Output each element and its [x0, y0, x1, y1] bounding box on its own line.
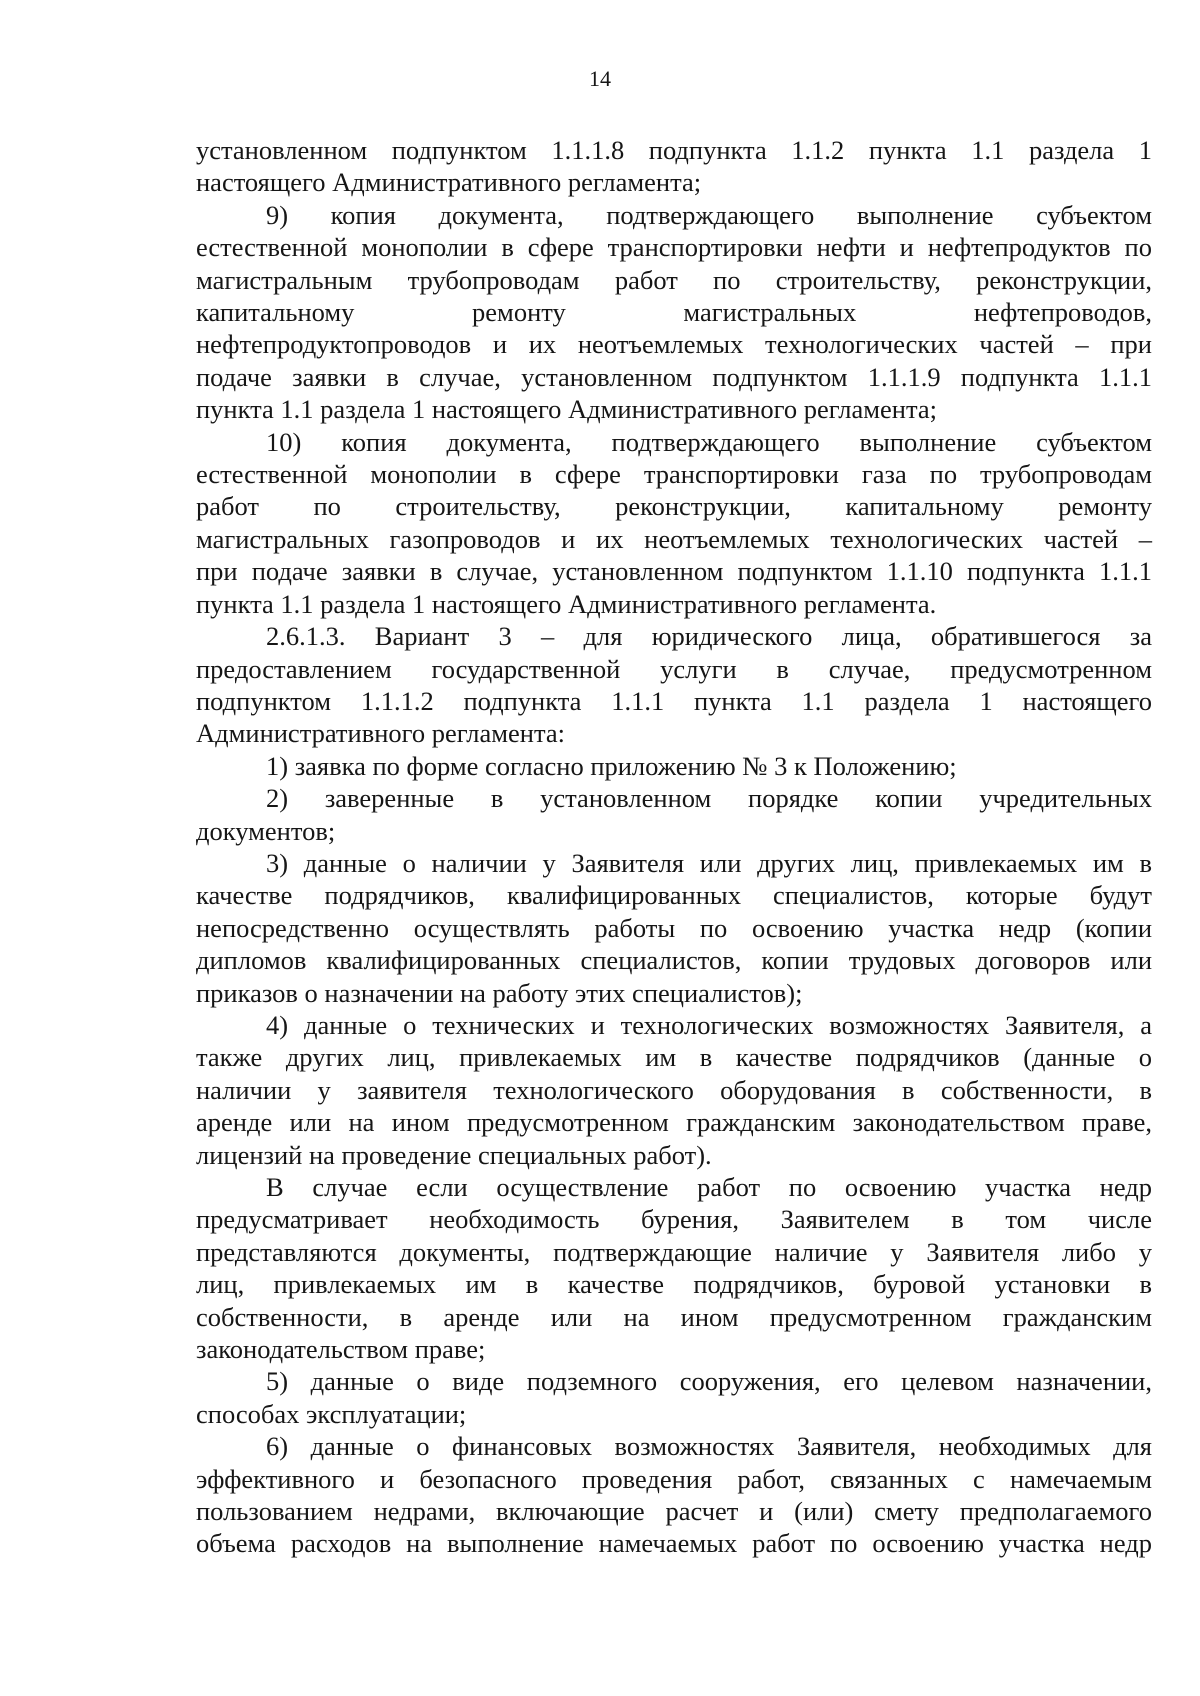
paragraph-7-line-2: качестве подрядчиков, квалифицированных специалистов, которые будут: [196, 880, 1152, 911]
paragraph-9-line-6: законодательством праве;: [196, 1334, 486, 1365]
paragraph-5-line-1: 1) заявка по форме согласно приложению № 3 к Положению;: [266, 750, 957, 781]
paragraph-6-line-2: документов;: [196, 815, 336, 846]
paragraph-6-line-1: 2) заверенные в установленном порядке копии учредительных: [266, 783, 1152, 814]
paragraph-4-line-1: 2.6.1.3. Вариант 3 – для юридического лица, обратившегося за: [266, 621, 1152, 652]
paragraph-2-line-4: капитальному ремонту магистральных нефтепроводов,: [196, 297, 1152, 328]
paragraph-11-line-4: объема расходов на выполнение намечаемых работ по освоению участка недр: [196, 1528, 1152, 1559]
paragraph-11-line-3: пользованием недрами, включающие расчет и (или) смету предполагаемого: [196, 1496, 1152, 1527]
paragraph-3-line-2: естественной монополии в сфере транспортировки газа по трубопроводам: [196, 459, 1152, 490]
paragraph-7-line-3: непосредственно осуществлять работы по освоению участка недр (копии: [196, 912, 1152, 943]
paragraph-4-line-3: подпунктом 1.1.1.2 подпункта 1.1.1 пункта 1.1 раздела 1 настоящего: [196, 685, 1152, 716]
paragraph-10-line-1: 5) данные о виде подземного сооружения, его целевом назначении,: [266, 1366, 1152, 1397]
paragraph-7-line-4: дипломов квалифицированных специалистов, копии трудовых договоров или: [196, 945, 1152, 976]
paragraph-8-line-5: лицензий на проведение специальных работ).: [196, 1139, 712, 1170]
paragraph-9-line-2: предусматривает необходимость бурения, Заявителем в том числе: [196, 1204, 1152, 1235]
paragraph-11-line-1: 6) данные о финансовых возможностях Заявителя, необходимых для: [266, 1431, 1152, 1462]
page-number: 14: [589, 66, 611, 91]
paragraph-8-line-3: наличии у заявителя технологического оборудования в собственности, в: [196, 1074, 1152, 1105]
paragraph-11-line-2: эффективного и безопасного проведения работ, связанных с намечаемым: [196, 1463, 1152, 1494]
paragraph-2-line-7: пункта 1.1 раздела 1 настоящего Административного регламента;: [196, 394, 938, 425]
paragraph-2-line-1: 9) копия документа, подтверждающего выполнение субъектом: [266, 199, 1152, 230]
paragraph-9-line-1: В случае если осуществление работ по освоению участка недр: [266, 1172, 1152, 1202]
paragraph-4-line-4: Административного регламента:: [196, 718, 565, 749]
paragraph-9-line-5: собственности, в аренде или на ином предусмотренном гражданским: [196, 1301, 1152, 1332]
paragraph-1-line-2: настоящего Административного регламента;: [196, 167, 702, 198]
paragraph-8-line-1: 4) данные о технических и технологических возможностях Заявителя, а: [266, 1009, 1152, 1040]
paragraph-2-line-6: подаче заявки в случае, установленном подпунктом 1.1.1.9 подпункта 1.1.1: [196, 361, 1152, 392]
paragraph-1-line-1: установленном подпунктом 1.1.1.8 подпункта 1.1.2 пункта 1.1 раздела 1: [196, 135, 1152, 165]
paragraph-7-line-5: приказов о назначении на работу этих специалистов);: [196, 977, 803, 1008]
paragraph-2-line-2: естественной монополии в сфере транспортировки нефти и нефтепродуктов по: [196, 232, 1152, 263]
paragraph-3-line-1: 10) копия документа, подтверждающего выполнение субъектом: [266, 426, 1152, 457]
paragraph-3-line-6: пункта 1.1 раздела 1 настоящего Административного регламента.: [196, 588, 937, 619]
paragraph-10-line-2: способах эксплуатации;: [196, 1398, 467, 1429]
paragraph-2-line-3: магистральным трубопроводам работ по строительству, реконструкции,: [196, 264, 1152, 295]
paragraph-8-line-4: аренде или на ином предусмотренном гражданским законодательством праве,: [196, 1107, 1152, 1138]
paragraph-7-line-1: 3) данные о наличии у Заявителя или других лиц, привлекаемых им в: [266, 847, 1152, 878]
paragraph-2-line-5: нефтепродуктопроводов и их неотъемлемых технологических частей – при: [196, 329, 1152, 360]
paragraph-9-line-4: лиц, привлекаемых им в качестве подрядчиков, буровой установки в: [196, 1269, 1152, 1300]
paragraph-3-line-3: работ по строительству, реконструкции, капитальному ремонту: [196, 491, 1152, 522]
paragraph-3-line-5: при подаче заявки в случае, установленном подпунктом 1.1.10 подпункта 1.1.1: [196, 556, 1152, 587]
paragraph-3-line-4: магистральных газопроводов и их неотъемлемых технологических частей –: [196, 523, 1152, 554]
paragraph-9-line-3: представляются документы, подтверждающие наличие у Заявителя либо у: [196, 1236, 1152, 1267]
paragraph-8-line-2: также других лиц, привлекаемых им в качестве подрядчиков (данные о: [196, 1042, 1152, 1073]
paragraph-4-line-2: предоставлением государственной услуги в случае, предусмотренном: [196, 653, 1152, 684]
document-body: [196, 134, 1152, 1560]
